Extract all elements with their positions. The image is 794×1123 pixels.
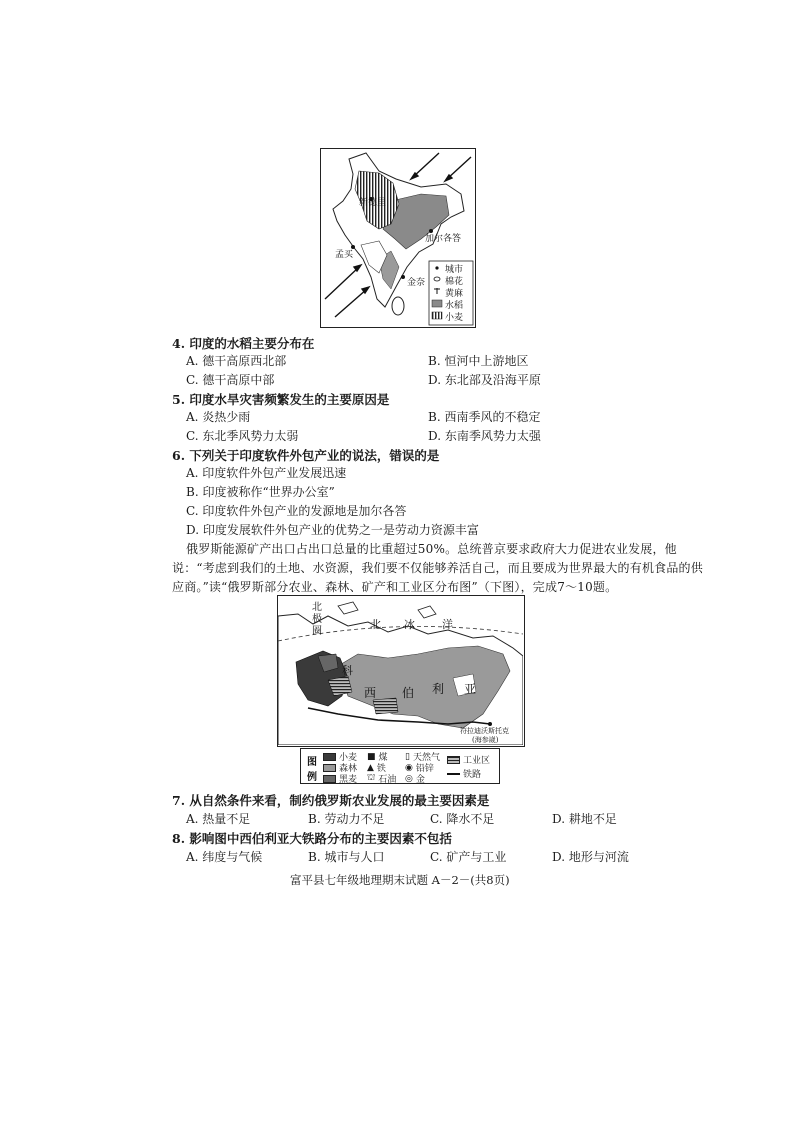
lead-zinc-icon: ◉ xyxy=(405,762,413,773)
iron-icon: ▲ xyxy=(367,762,374,773)
label-siberia-4: 亚 xyxy=(464,682,477,696)
q6-option-b[interactable]: B. 印度被称作“世界办公室” xyxy=(186,485,335,499)
city-label-mumbai: 孟买 xyxy=(335,250,354,260)
q5-option-a[interactable]: A. 炎热少雨 xyxy=(186,410,251,424)
legend-oil-row xyxy=(367,772,396,784)
q4-option-b[interactable]: B. 恒河中上游地区 xyxy=(428,354,529,368)
passage-line-2: 说：“考虑到我们的土地、水资源，我们要不仅能够养活自己，而且要成为世界最大的有机食品的供 xyxy=(172,561,703,575)
legend-rice: 水稻 xyxy=(445,301,464,311)
q7-option-a[interactable]: A. 热量不足 xyxy=(186,812,251,826)
question-6: 6. 下列关于印度软件外包产业的说法，错误的是 xyxy=(172,448,440,463)
q7-option-d[interactable]: D. 耕地不足 xyxy=(552,812,617,826)
legend-wheat: 小麦 xyxy=(445,313,464,323)
legend-city: 城市 xyxy=(445,265,464,275)
legend-cotton: 棉花 xyxy=(445,277,464,287)
russia-map xyxy=(277,595,525,747)
q8-option-a[interactable]: A. 纬度与气候 xyxy=(186,850,263,864)
city-label-vladivostok: 符拉迪沃斯托克 xyxy=(460,727,509,735)
swatch-wheat xyxy=(323,753,336,761)
legend-coal: 煤 xyxy=(378,753,388,763)
page-footer: 富平县七年级地理期末试题 A－2－(共8页) xyxy=(290,873,510,887)
label-siberia-2: 伯 xyxy=(402,686,415,700)
legend-iron: 铁 xyxy=(376,764,386,774)
question-4: 4. 印度的水稻主要分布在 xyxy=(172,336,315,351)
railway-icon xyxy=(447,773,460,775)
label-bei: 北 xyxy=(312,602,322,613)
q8-option-b[interactable]: B. 城市与人口 xyxy=(308,850,385,864)
q7-option-b[interactable]: B. 劳动力不足 xyxy=(308,812,385,826)
oil-icon: ⛫ xyxy=(367,773,376,783)
label-siberia-3: 利 xyxy=(432,682,445,696)
legend-industry-row xyxy=(447,753,490,766)
legend-railway: 铁路 xyxy=(463,770,482,780)
city-label-new-delhi: 新德里 xyxy=(359,198,387,208)
label-arctic-2: 冰 xyxy=(404,618,415,631)
q4-option-a[interactable]: A. 德干高原西北部 xyxy=(186,354,287,368)
legend-industry: 工业区 xyxy=(463,756,491,766)
q7-option-c[interactable]: C. 降水不足 xyxy=(430,812,495,826)
legend-lead-zinc: 铅锌 xyxy=(415,764,434,774)
question-8: 8. 影响图中西伯利亚大铁路分布的主要因素不包括 xyxy=(172,831,452,846)
label-ke: 科 xyxy=(342,664,353,677)
legend-title-2: 例 xyxy=(307,772,317,783)
legend-rye: 黑麦 xyxy=(339,775,358,784)
city-note-haishenwai: (海参崴) xyxy=(472,736,499,744)
label-siberia-1: 西 xyxy=(364,686,377,700)
legend-gas: 天然气 xyxy=(412,753,440,763)
swatch-rye xyxy=(323,775,336,783)
q6-option-d[interactable]: D. 印度发展软件外包产业的优势之一是劳动力资源丰富 xyxy=(186,523,479,537)
legend-oil: 石油 xyxy=(378,775,397,784)
q5-option-d[interactable]: D. 东南季风势力太强 xyxy=(428,429,541,443)
coal-icon: ■ xyxy=(367,751,376,762)
label-quan: 圈 xyxy=(312,626,322,637)
russia-legend xyxy=(300,748,500,784)
gold-icon: ◎ xyxy=(405,773,413,784)
legend-railway-row xyxy=(447,767,481,780)
q4-option-c[interactable]: C. 德干高原中部 xyxy=(186,373,275,387)
question-5: 5. 印度水旱灾害频繁发生的主要原因是 xyxy=(172,392,390,407)
q5-option-b[interactable]: B. 西南季风的不稳定 xyxy=(428,410,541,424)
q8-option-d[interactable]: D. 地形与河流 xyxy=(552,850,629,864)
legend-jute: 黄麻 xyxy=(445,289,464,299)
passage-line-3: 应商。”读“俄罗斯部分农业、森林、矿产和工业区分布图”（下图），完成7～10题。 xyxy=(172,580,618,594)
gas-icon: ▯ xyxy=(405,751,410,762)
swatch-forest xyxy=(323,764,336,772)
q4-option-d[interactable]: D. 东北部及沿海平原 xyxy=(428,373,541,387)
legend-wheat: 小麦 xyxy=(339,753,358,763)
passage-line-1: 俄罗斯能源矿产出口占出口总量的比重超过50%。总统普京要求政府大力促进农业发展，他 xyxy=(186,542,677,556)
legend-rye-row xyxy=(323,772,357,784)
legend-gold: 金 xyxy=(415,775,425,784)
swatch-industry xyxy=(447,756,460,764)
city-label-chennai: 金奈 xyxy=(407,278,426,288)
india-map xyxy=(320,148,476,328)
question-7: 7. 从自然条件来看，制约俄罗斯农业发展的最主要因素是 xyxy=(172,793,490,808)
q5-option-c[interactable]: C. 东北季风势力太弱 xyxy=(186,429,299,443)
label-arctic-1: 北 xyxy=(370,618,381,631)
legend-forest: 森林 xyxy=(339,764,358,774)
label-arctic-3: 洋 xyxy=(442,618,453,631)
city-label-kolkata: 加尔各答 xyxy=(425,234,462,244)
legend-gold-row xyxy=(405,772,425,784)
q8-option-c[interactable]: C. 矿产与工业 xyxy=(430,850,507,864)
label-ji: 极 xyxy=(312,614,322,625)
legend-title-1: 图 xyxy=(307,757,317,768)
q6-option-c[interactable]: C. 印度软件外包产业的发源地是加尔各答 xyxy=(186,504,407,518)
q6-option-a[interactable]: A. 印度软件外包产业发展迅速 xyxy=(186,466,347,480)
